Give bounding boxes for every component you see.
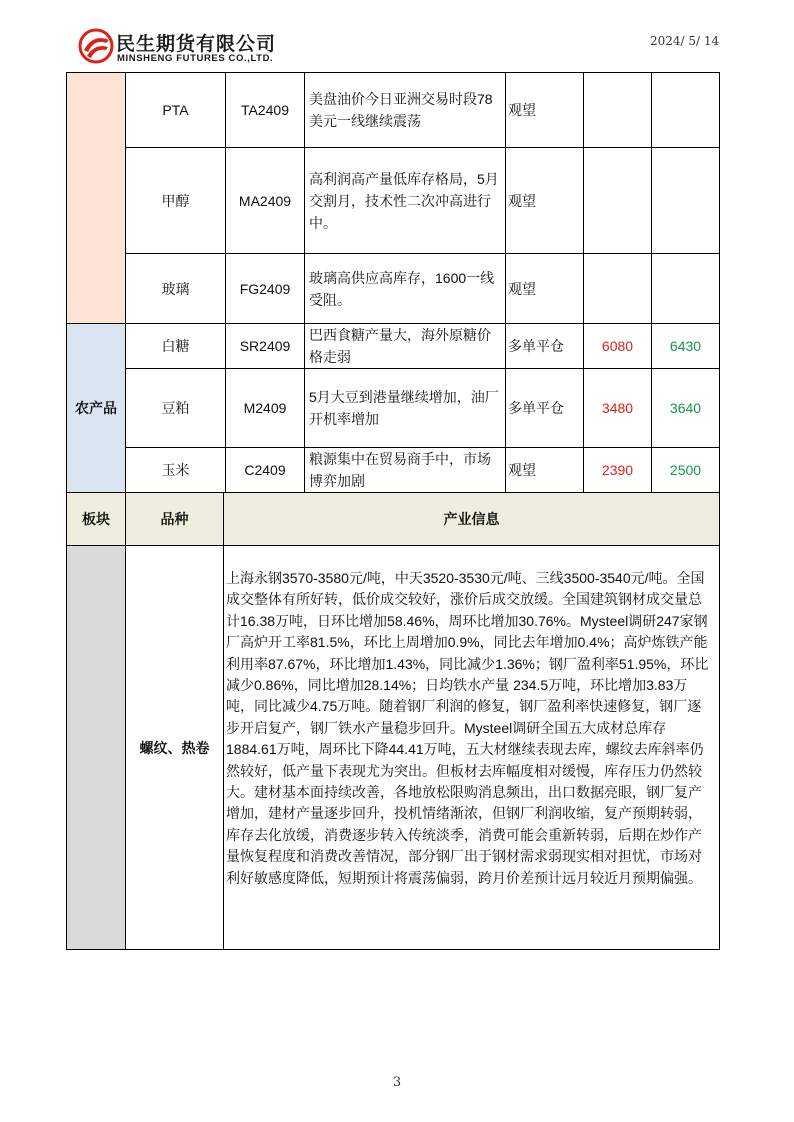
table-row [67, 546, 720, 950]
header-sector: 板块 [67, 493, 126, 546]
high-price-cell: 6430 [652, 324, 720, 369]
low-price-cell: 3480 [584, 369, 652, 448]
header-variety: 品种 [126, 493, 224, 546]
description-cell: 粮源集中在贸易商手中，市场博弈加剧 [305, 448, 506, 493]
variety-cell: 豆粕 [126, 369, 226, 448]
description-cell: 玻璃高供应高库存，1600一线受阻。 [305, 254, 506, 324]
table-row [67, 324, 720, 369]
strategy-table [66, 72, 720, 493]
table-header-row [67, 493, 720, 546]
high-price-cell [652, 148, 720, 254]
company-name-en: MINSHENG FUTURES CO.,LTD. [117, 53, 274, 64]
company-name-cn: 民生期货有限公司 [116, 33, 277, 55]
low-price-cell [584, 254, 652, 324]
contract-cell: M2409 [226, 369, 305, 448]
high-price-cell: 3640 [652, 369, 720, 448]
sector-cell [67, 546, 126, 950]
low-price-cell: 6080 [584, 324, 652, 369]
description-cell: 5月大豆到港量继续增加，油厂开机率增加 [305, 369, 506, 448]
contract-cell: C2409 [226, 448, 305, 493]
contract-cell: FG2409 [226, 254, 305, 324]
high-price-cell: 2500 [652, 448, 720, 493]
ag-sector-cell: 农产品 [67, 324, 126, 493]
variety-cell: PTA [126, 73, 226, 148]
view-cell: 观望 [506, 73, 584, 148]
view-cell: 观望 [506, 448, 584, 493]
contract-cell: SR2409 [226, 324, 305, 369]
description-cell: 美盘油价今日亚洲交易时段78美元一线继续震荡 [305, 73, 506, 148]
high-price-cell [652, 254, 720, 324]
header-industry-info: 产业信息 [224, 493, 720, 546]
energy-sector-cell [67, 73, 126, 324]
view-cell: 多单平仓 [506, 369, 584, 448]
high-price-cell [652, 73, 720, 148]
table-row [67, 448, 720, 493]
description-cell: 巴西食糖产量大，海外原糖价格走弱 [305, 324, 506, 369]
view-cell: 观望 [506, 148, 584, 254]
industry-info-cell: 上海永钢3570-3580元/吨，中天3520-3530元/吨、三线3500-3540元/吨。全国成交整体有所好转，低价成交较好，涨价后成交放缓。全国建筑钢材成交量总计16.38万吨，日环比增加58.46%，周环比增加30.76%。Mysteel调研247家钢厂高炉开工率81.5%，环比上周增加0.9%，同比去年增加0.4%；高炉炼铁产能利用率87.67%，环比增加1.43%，同比减少1.36%；钢厂盈利率51.95%，环比减少0.86%，同比增加28.14%；日均铁水产量 234.5万吨，环比增加3.83万吨，同比减少4.75万吨。随着钢厂利润的修复，钢厂盈利率快速修复，钢厂逐步开启复产，钢厂铁水产量稳步回升。Mysteel调研全国五大成材总库存1884.61万吨，周环比下降44.41万吨，五大材继续表现去库，螺纹去库斜率仍然较好，低产量下表现尤为突出。但板材去库幅度相对缓慢，库存压力仍然较大。建材基本面持续改善，各地放松限购消息频出，出口数据亮眼，钢厂复产增加，建材产量逐步回升，投机情绪渐浓，但钢厂利润收缩，复产预期转弱，库存去化放缓，消费逐步转入传统淡季，消费可能会重新转弱，后期在炒作产量恢复程度和消费改善情况，部分钢厂出于钢材需求弱现实相对担忧，市场对利好敏感度降低，短期预计将震荡偏弱，跨月价差预计远月较近月预期偏强。 [224, 546, 720, 950]
variety-cell: 玻璃 [126, 254, 226, 324]
description-cell: 高利润高产量低库存格局，5月交割月，技术性二次冲高进行中。 [305, 148, 506, 254]
view-cell: 观望 [506, 254, 584, 324]
variety-cell: 玉米 [126, 448, 226, 493]
minsheng-logo-icon [78, 28, 114, 64]
page-number: 3 [392, 1075, 402, 1090]
view-cell: 多单平仓 [506, 324, 584, 369]
low-price-cell: 2390 [584, 448, 652, 493]
report-date: 2024/ 5/ 14 [650, 34, 720, 48]
variety-cell: 螺纹、热卷 [126, 546, 224, 950]
industry-info-table [66, 492, 720, 950]
table-row [67, 148, 720, 254]
company-logo [78, 26, 318, 72]
table-row [67, 73, 720, 148]
table-row [67, 369, 720, 448]
contract-cell: TA2409 [226, 73, 305, 148]
low-price-cell [584, 148, 652, 254]
table-row [67, 254, 720, 324]
low-price-cell [584, 73, 652, 148]
contract-cell: MA2409 [226, 148, 305, 254]
variety-cell: 甲醇 [126, 148, 226, 254]
variety-cell: 白糖 [126, 324, 226, 369]
